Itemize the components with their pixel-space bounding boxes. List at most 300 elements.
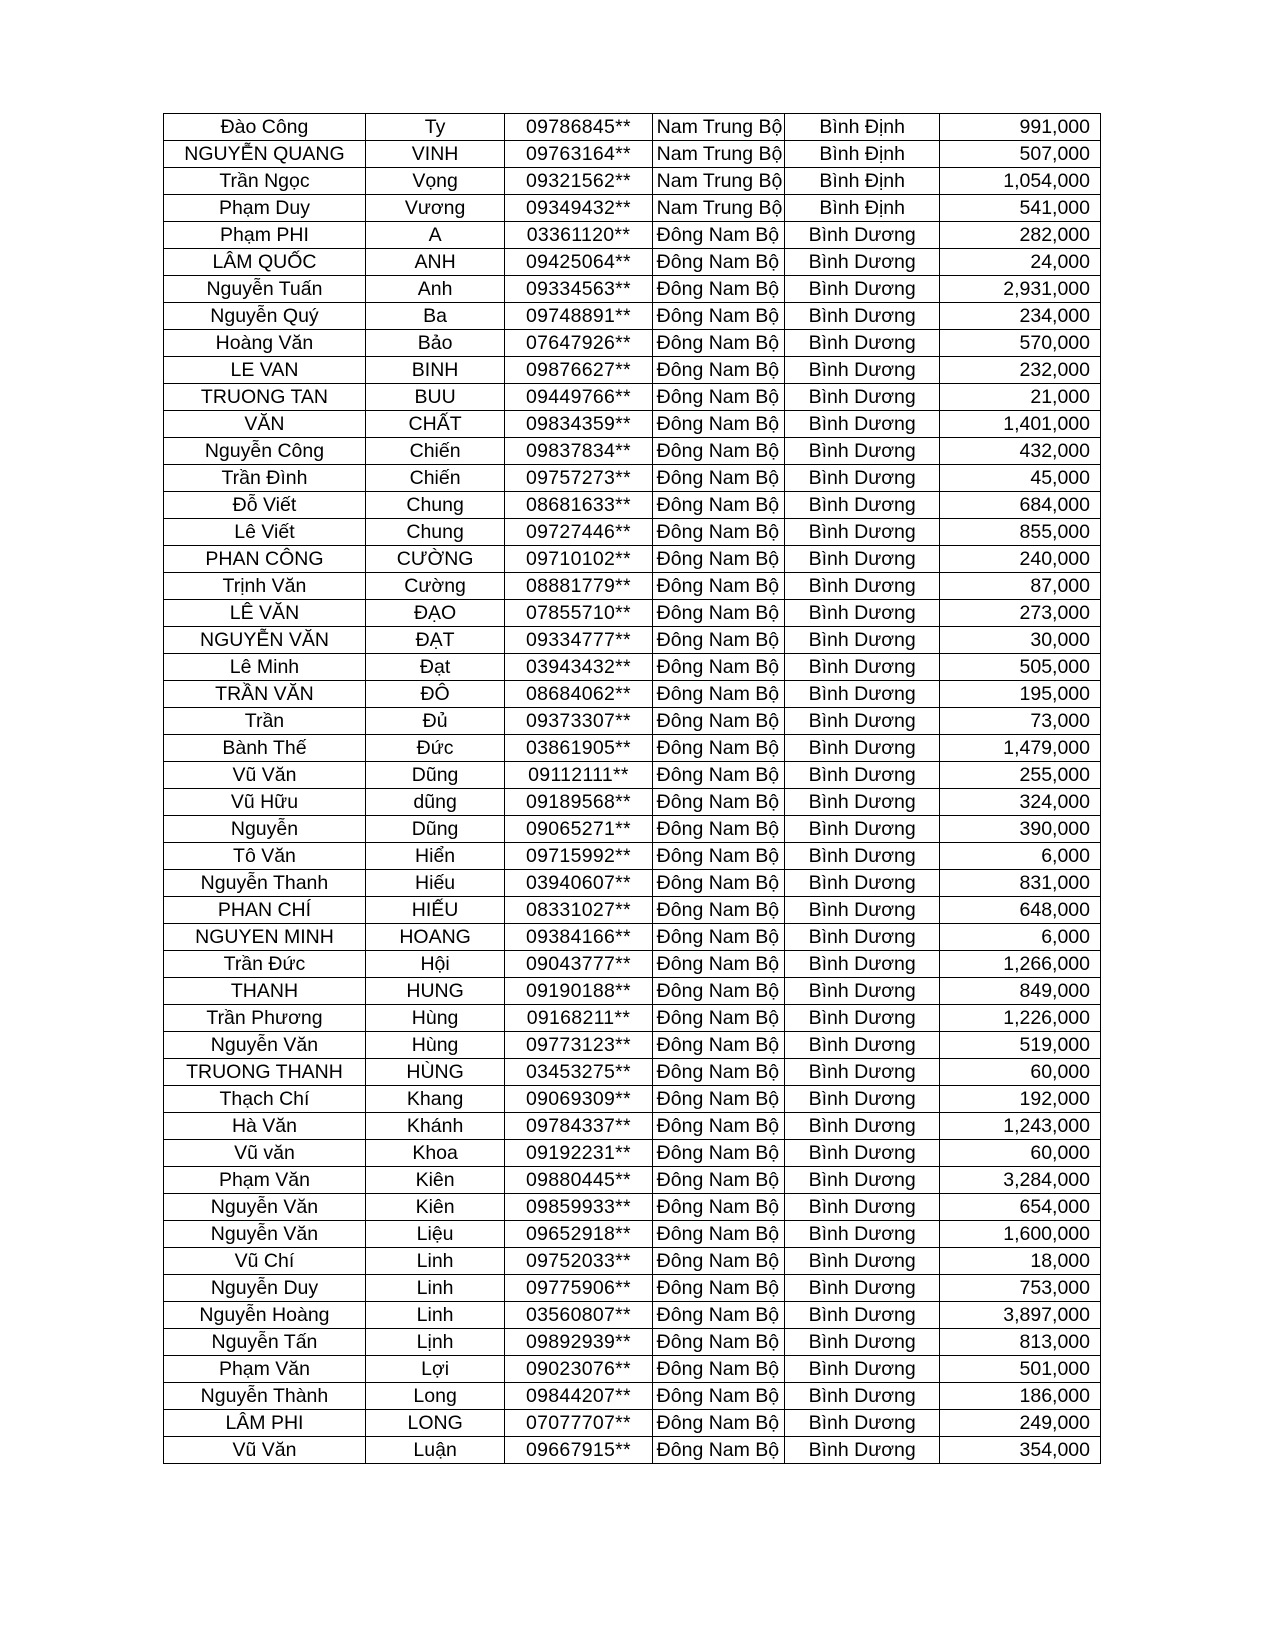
- cell-last-name: Hùng: [365, 1032, 504, 1059]
- cell-first-name: Vũ Chí: [164, 1248, 366, 1275]
- cell-first-name: LÊ VĂN: [164, 600, 366, 627]
- cell-first-name: Phạm Văn: [164, 1167, 366, 1194]
- cell-amount: 282,000: [940, 222, 1101, 249]
- table-row: [164, 1302, 1101, 1329]
- table-row: [164, 1140, 1101, 1167]
- table-row: [164, 843, 1101, 870]
- table-row: [164, 1086, 1101, 1113]
- table-row: [164, 114, 1101, 141]
- cell-phone: 09773123**: [505, 1032, 652, 1059]
- cell-region: Nam Trung Bộ: [652, 168, 784, 195]
- table-row: [164, 303, 1101, 330]
- cell-last-name: Đủ: [365, 708, 504, 735]
- cell-last-name: A: [365, 222, 504, 249]
- cell-province: Bình Dương: [784, 1410, 939, 1437]
- cell-province: Bình Dương: [784, 1437, 939, 1464]
- cell-last-name: BUU: [365, 384, 504, 411]
- cell-last-name: Lịnh: [365, 1329, 504, 1356]
- cell-province: Bình Dương: [784, 816, 939, 843]
- table-row: [164, 492, 1101, 519]
- cell-last-name: Linh: [365, 1275, 504, 1302]
- cell-province: Bình Dương: [784, 1194, 939, 1221]
- cell-amount: 1,479,000: [940, 735, 1101, 762]
- cell-region: Đông Nam Bộ: [652, 330, 784, 357]
- cell-phone: 09880445**: [505, 1167, 652, 1194]
- cell-region: Đông Nam Bộ: [652, 384, 784, 411]
- cell-province: Bình Dương: [784, 681, 939, 708]
- table-row: [164, 546, 1101, 573]
- cell-phone: 09844207**: [505, 1383, 652, 1410]
- table-row: [164, 411, 1101, 438]
- cell-first-name: Lê Minh: [164, 654, 366, 681]
- cell-province: Bình Dương: [784, 492, 939, 519]
- cell-last-name: Hiếu: [365, 870, 504, 897]
- cell-first-name: LÂM PHI: [164, 1410, 366, 1437]
- cell-phone: 09652918**: [505, 1221, 652, 1248]
- cell-first-name: NGUYEN MINH: [164, 924, 366, 951]
- cell-first-name: NGUYỄN QUANG: [164, 141, 366, 168]
- cell-amount: 255,000: [940, 762, 1101, 789]
- cell-province: Bình Dương: [784, 843, 939, 870]
- cell-phone: 09752033**: [505, 1248, 652, 1275]
- cell-first-name: TRUONG TAN: [164, 384, 366, 411]
- cell-phone: 09168211**: [505, 1005, 652, 1032]
- cell-province: Bình Dương: [784, 1059, 939, 1086]
- cell-first-name: Tô Văn: [164, 843, 366, 870]
- cell-amount: 249,000: [940, 1410, 1101, 1437]
- cell-last-name: Vương: [365, 195, 504, 222]
- cell-province: Bình Dương: [784, 1221, 939, 1248]
- cell-first-name: Phạm PHI: [164, 222, 366, 249]
- cell-phone: 09384166**: [505, 924, 652, 951]
- cell-region: Đông Nam Bộ: [652, 249, 784, 276]
- cell-region: Đông Nam Bộ: [652, 303, 784, 330]
- cell-amount: 831,000: [940, 870, 1101, 897]
- cell-region: Đông Nam Bộ: [652, 519, 784, 546]
- table-row: [164, 1113, 1101, 1140]
- cell-region: Nam Trung Bộ: [652, 141, 784, 168]
- cell-phone: 07647926**: [505, 330, 652, 357]
- cell-region: Đông Nam Bộ: [652, 627, 784, 654]
- cell-region: Đông Nam Bộ: [652, 708, 784, 735]
- cell-last-name: Chiến: [365, 465, 504, 492]
- cell-phone: 09786845**: [505, 114, 652, 141]
- cell-phone: 03560807**: [505, 1302, 652, 1329]
- cell-last-name: HÙNG: [365, 1059, 504, 1086]
- cell-region: Đông Nam Bộ: [652, 735, 784, 762]
- cell-region: Đông Nam Bộ: [652, 897, 784, 924]
- cell-last-name: ĐẠT: [365, 627, 504, 654]
- cell-first-name: Đỗ Viết: [164, 492, 366, 519]
- cell-first-name: LÂM QUỐC: [164, 249, 366, 276]
- cell-first-name: Nguyễn Hoàng: [164, 1302, 366, 1329]
- cell-phone: 03453275**: [505, 1059, 652, 1086]
- cell-amount: 570,000: [940, 330, 1101, 357]
- cell-last-name: ANH: [365, 249, 504, 276]
- cell-region: Đông Nam Bộ: [652, 276, 784, 303]
- cell-phone: 09763164**: [505, 141, 652, 168]
- cell-amount: 18,000: [940, 1248, 1101, 1275]
- table-row: [164, 816, 1101, 843]
- cell-province: Bình Định: [784, 195, 939, 222]
- table-row: [164, 1410, 1101, 1437]
- cell-last-name: Hiển: [365, 843, 504, 870]
- cell-region: Nam Trung Bộ: [652, 114, 784, 141]
- cell-amount: 24,000: [940, 249, 1101, 276]
- cell-amount: 234,000: [940, 303, 1101, 330]
- cell-last-name: Liệu: [365, 1221, 504, 1248]
- cell-province: Bình Dương: [784, 519, 939, 546]
- cell-province: Bình Dương: [784, 978, 939, 1005]
- cell-province: Bình Dương: [784, 1032, 939, 1059]
- cell-first-name: Nguyễn Công: [164, 438, 366, 465]
- cell-phone: 09189568**: [505, 789, 652, 816]
- table-row: [164, 924, 1101, 951]
- cell-amount: 654,000: [940, 1194, 1101, 1221]
- cell-first-name: Vũ Văn: [164, 1437, 366, 1464]
- cell-region: Đông Nam Bộ: [652, 924, 784, 951]
- cell-last-name: Luận: [365, 1437, 504, 1464]
- cell-province: Bình Dương: [784, 357, 939, 384]
- cell-last-name: Ty: [365, 114, 504, 141]
- cell-province: Bình Dương: [784, 654, 939, 681]
- cell-amount: 3,897,000: [940, 1302, 1101, 1329]
- cell-last-name: Đạt: [365, 654, 504, 681]
- cell-amount: 991,000: [940, 114, 1101, 141]
- cell-province: Bình Dương: [784, 735, 939, 762]
- cell-amount: 1,226,000: [940, 1005, 1101, 1032]
- cell-amount: 1,243,000: [940, 1113, 1101, 1140]
- cell-first-name: LE VAN: [164, 357, 366, 384]
- cell-phone: 09748891**: [505, 303, 652, 330]
- table-row: [164, 870, 1101, 897]
- cell-province: Bình Dương: [784, 1005, 939, 1032]
- cell-last-name: HIẾU: [365, 897, 504, 924]
- cell-last-name: CHẤT: [365, 411, 504, 438]
- cell-last-name: Kiên: [365, 1194, 504, 1221]
- cell-last-name: Khánh: [365, 1113, 504, 1140]
- table-row: [164, 330, 1101, 357]
- cell-first-name: PHAN CHÍ: [164, 897, 366, 924]
- cell-region: Đông Nam Bộ: [652, 762, 784, 789]
- cell-region: Đông Nam Bộ: [652, 1221, 784, 1248]
- cell-last-name: Bảo: [365, 330, 504, 357]
- cell-province: Bình Dương: [784, 951, 939, 978]
- cell-first-name: Nguyễn Quý: [164, 303, 366, 330]
- cell-amount: 195,000: [940, 681, 1101, 708]
- cell-region: Đông Nam Bộ: [652, 492, 784, 519]
- table-row: [164, 1194, 1101, 1221]
- cell-region: Đông Nam Bộ: [652, 1302, 784, 1329]
- cell-amount: 3,284,000: [940, 1167, 1101, 1194]
- cell-amount: 30,000: [940, 627, 1101, 654]
- cell-region: Đông Nam Bộ: [652, 1005, 784, 1032]
- cell-province: Bình Dương: [784, 384, 939, 411]
- cell-region: Đông Nam Bộ: [652, 438, 784, 465]
- cell-last-name: Lợi: [365, 1356, 504, 1383]
- cell-amount: 1,266,000: [940, 951, 1101, 978]
- cell-province: Bình Dương: [784, 1356, 939, 1383]
- cell-province: Bình Dương: [784, 1383, 939, 1410]
- cell-first-name: Nguyễn Tấn: [164, 1329, 366, 1356]
- cell-first-name: Nguyễn: [164, 816, 366, 843]
- cell-last-name: Cường: [365, 573, 504, 600]
- cell-first-name: Vũ Hữu: [164, 789, 366, 816]
- cell-province: Bình Định: [784, 114, 939, 141]
- cell-last-name: Anh: [365, 276, 504, 303]
- cell-phone: 09727446**: [505, 519, 652, 546]
- cell-first-name: Nguyễn Văn: [164, 1221, 366, 1248]
- cell-amount: 505,000: [940, 654, 1101, 681]
- table-row: [164, 1059, 1101, 1086]
- table-row: [164, 384, 1101, 411]
- cell-phone: 09715992**: [505, 843, 652, 870]
- cell-province: Bình Dương: [784, 438, 939, 465]
- table-row: [164, 897, 1101, 924]
- cell-province: Bình Dương: [784, 1275, 939, 1302]
- cell-amount: 648,000: [940, 897, 1101, 924]
- cell-first-name: Trần Ngọc: [164, 168, 366, 195]
- cell-first-name: Trần Phương: [164, 1005, 366, 1032]
- cell-region: Đông Nam Bộ: [652, 1113, 784, 1140]
- table-row: [164, 951, 1101, 978]
- cell-phone: 03361120**: [505, 222, 652, 249]
- cell-phone: 08684062**: [505, 681, 652, 708]
- cell-amount: 354,000: [940, 1437, 1101, 1464]
- table-body: [164, 114, 1101, 1464]
- cell-last-name: ĐẠO: [365, 600, 504, 627]
- recipient-table: [163, 113, 1101, 1464]
- cell-province: Bình Dương: [784, 708, 939, 735]
- cell-last-name: ĐÔ: [365, 681, 504, 708]
- cell-last-name: Chung: [365, 492, 504, 519]
- cell-first-name: Trần: [164, 708, 366, 735]
- cell-region: Đông Nam Bộ: [652, 681, 784, 708]
- cell-amount: 432,000: [940, 438, 1101, 465]
- table-row: [164, 1032, 1101, 1059]
- cell-amount: 519,000: [940, 1032, 1101, 1059]
- cell-phone: 09892939**: [505, 1329, 652, 1356]
- cell-amount: 813,000: [940, 1329, 1101, 1356]
- cell-phone: 09837834**: [505, 438, 652, 465]
- cell-province: Bình Định: [784, 141, 939, 168]
- cell-phone: 09876627**: [505, 357, 652, 384]
- table-row: [164, 222, 1101, 249]
- table-row: [164, 141, 1101, 168]
- cell-amount: 273,000: [940, 600, 1101, 627]
- cell-first-name: Nguyễn Văn: [164, 1032, 366, 1059]
- cell-region: Đông Nam Bộ: [652, 600, 784, 627]
- cell-phone: 09425064**: [505, 249, 652, 276]
- cell-amount: 6,000: [940, 924, 1101, 951]
- cell-last-name: Khoa: [365, 1140, 504, 1167]
- cell-last-name: Chung: [365, 519, 504, 546]
- cell-province: Bình Dương: [784, 465, 939, 492]
- cell-first-name: Phạm Văn: [164, 1356, 366, 1383]
- table-row: [164, 195, 1101, 222]
- cell-amount: 87,000: [940, 573, 1101, 600]
- cell-first-name: Trần Đức: [164, 951, 366, 978]
- cell-first-name: Nguyễn Thành: [164, 1383, 366, 1410]
- cell-region: Đông Nam Bộ: [652, 357, 784, 384]
- cell-amount: 1,401,000: [940, 411, 1101, 438]
- cell-amount: 390,000: [940, 816, 1101, 843]
- cell-province: Bình Định: [784, 168, 939, 195]
- table-row: [164, 1356, 1101, 1383]
- cell-amount: 507,000: [940, 141, 1101, 168]
- cell-phone: 09112111**: [505, 762, 652, 789]
- table-row: [164, 519, 1101, 546]
- cell-last-name: Long: [365, 1383, 504, 1410]
- cell-first-name: TRUONG THANH: [164, 1059, 366, 1086]
- cell-first-name: Nguyễn Duy: [164, 1275, 366, 1302]
- cell-province: Bình Dương: [784, 276, 939, 303]
- cell-phone: 08881779**: [505, 573, 652, 600]
- cell-first-name: Trịnh Văn: [164, 573, 366, 600]
- table-row: [164, 573, 1101, 600]
- table-row: [164, 1275, 1101, 1302]
- table-row: [164, 249, 1101, 276]
- cell-last-name: Hùng: [365, 1005, 504, 1032]
- cell-first-name: NGUYỄN VĂN: [164, 627, 366, 654]
- table-row: [164, 1383, 1101, 1410]
- cell-phone: 03940607**: [505, 870, 652, 897]
- cell-amount: 45,000: [940, 465, 1101, 492]
- cell-last-name: CƯỜNG: [365, 546, 504, 573]
- cell-last-name: Dũng: [365, 762, 504, 789]
- cell-region: Nam Trung Bộ: [652, 195, 784, 222]
- cell-region: Đông Nam Bộ: [652, 870, 784, 897]
- cell-first-name: Nguyễn Tuấn: [164, 276, 366, 303]
- cell-phone: 09349432**: [505, 195, 652, 222]
- cell-first-name: Lê Viết: [164, 519, 366, 546]
- cell-phone: 09859933**: [505, 1194, 652, 1221]
- cell-amount: 73,000: [940, 708, 1101, 735]
- cell-province: Bình Dương: [784, 600, 939, 627]
- cell-last-name: dũng: [365, 789, 504, 816]
- cell-phone: 09373307**: [505, 708, 652, 735]
- cell-last-name: Linh: [365, 1302, 504, 1329]
- cell-first-name: Nguyễn Văn: [164, 1194, 366, 1221]
- cell-amount: 232,000: [940, 357, 1101, 384]
- cell-phone: 07855710**: [505, 600, 652, 627]
- table-row: [164, 438, 1101, 465]
- cell-province: Bình Dương: [784, 1140, 939, 1167]
- cell-phone: 08681633**: [505, 492, 652, 519]
- cell-amount: 2,931,000: [940, 276, 1101, 303]
- cell-phone: 09784337**: [505, 1113, 652, 1140]
- cell-last-name: HOANG: [365, 924, 504, 951]
- cell-province: Bình Dương: [784, 627, 939, 654]
- cell-amount: 324,000: [940, 789, 1101, 816]
- table-row: [164, 654, 1101, 681]
- cell-phone: 03861905**: [505, 735, 652, 762]
- cell-province: Bình Dương: [784, 924, 939, 951]
- cell-phone: 09192231**: [505, 1140, 652, 1167]
- cell-province: Bình Dương: [784, 1113, 939, 1140]
- cell-phone: 09449766**: [505, 384, 652, 411]
- cell-province: Bình Dương: [784, 1167, 939, 1194]
- cell-last-name: Hội: [365, 951, 504, 978]
- cell-region: Đông Nam Bộ: [652, 573, 784, 600]
- cell-first-name: Đào Công: [164, 114, 366, 141]
- cell-region: Đông Nam Bộ: [652, 222, 784, 249]
- cell-amount: 684,000: [940, 492, 1101, 519]
- cell-province: Bình Dương: [784, 411, 939, 438]
- table-row: [164, 1221, 1101, 1248]
- cell-province: Bình Dương: [784, 330, 939, 357]
- cell-first-name: PHAN CÔNG: [164, 546, 366, 573]
- cell-phone: 09334563**: [505, 276, 652, 303]
- cell-last-name: Khang: [365, 1086, 504, 1113]
- cell-amount: 6,000: [940, 843, 1101, 870]
- cell-last-name: Ba: [365, 303, 504, 330]
- table-row: [164, 681, 1101, 708]
- cell-phone: 09023076**: [505, 1356, 652, 1383]
- cell-first-name: Hoàng Văn: [164, 330, 366, 357]
- cell-amount: 60,000: [940, 1140, 1101, 1167]
- cell-phone: 09190188**: [505, 978, 652, 1005]
- cell-region: Đông Nam Bộ: [652, 1032, 784, 1059]
- table-row: [164, 1005, 1101, 1032]
- cell-first-name: TRẦN VĂN: [164, 681, 366, 708]
- cell-region: Đông Nam Bộ: [652, 951, 784, 978]
- cell-phone: 09043777**: [505, 951, 652, 978]
- cell-phone: 09334777**: [505, 627, 652, 654]
- cell-first-name: Trần Đình: [164, 465, 366, 492]
- cell-last-name: Chiến: [365, 438, 504, 465]
- cell-amount: 60,000: [940, 1059, 1101, 1086]
- cell-region: Đông Nam Bộ: [652, 411, 784, 438]
- table-row: [164, 1329, 1101, 1356]
- cell-phone: 09667915**: [505, 1437, 652, 1464]
- cell-region: Đông Nam Bộ: [652, 1383, 784, 1410]
- cell-phone: 09757273**: [505, 465, 652, 492]
- cell-last-name: Đức: [365, 735, 504, 762]
- cell-province: Bình Dương: [784, 1302, 939, 1329]
- cell-region: Đông Nam Bộ: [652, 546, 784, 573]
- cell-amount: 541,000: [940, 195, 1101, 222]
- cell-province: Bình Dương: [784, 897, 939, 924]
- cell-region: Đông Nam Bộ: [652, 1329, 784, 1356]
- cell-amount: 1,600,000: [940, 1221, 1101, 1248]
- cell-first-name: Thạch Chí: [164, 1086, 366, 1113]
- cell-region: Đông Nam Bộ: [652, 789, 784, 816]
- cell-last-name: LONG: [365, 1410, 504, 1437]
- cell-amount: 192,000: [940, 1086, 1101, 1113]
- cell-region: Đông Nam Bộ: [652, 1356, 784, 1383]
- table-row: [164, 1167, 1101, 1194]
- cell-amount: 855,000: [940, 519, 1101, 546]
- table-row: [164, 708, 1101, 735]
- cell-amount: 501,000: [940, 1356, 1101, 1383]
- cell-first-name: Hà Văn: [164, 1113, 366, 1140]
- cell-region: Đông Nam Bộ: [652, 654, 784, 681]
- cell-phone: 09775906**: [505, 1275, 652, 1302]
- cell-first-name: Vũ Văn: [164, 762, 366, 789]
- cell-region: Đông Nam Bộ: [652, 978, 784, 1005]
- cell-first-name: Vũ văn: [164, 1140, 366, 1167]
- cell-province: Bình Dương: [784, 573, 939, 600]
- cell-phone: 09710102**: [505, 546, 652, 573]
- cell-region: Đông Nam Bộ: [652, 465, 784, 492]
- cell-amount: 849,000: [940, 978, 1101, 1005]
- cell-last-name: HUNG: [365, 978, 504, 1005]
- table-row: [164, 600, 1101, 627]
- cell-phone: 03943432**: [505, 654, 652, 681]
- cell-first-name: Phạm Duy: [164, 195, 366, 222]
- cell-region: Đông Nam Bộ: [652, 1086, 784, 1113]
